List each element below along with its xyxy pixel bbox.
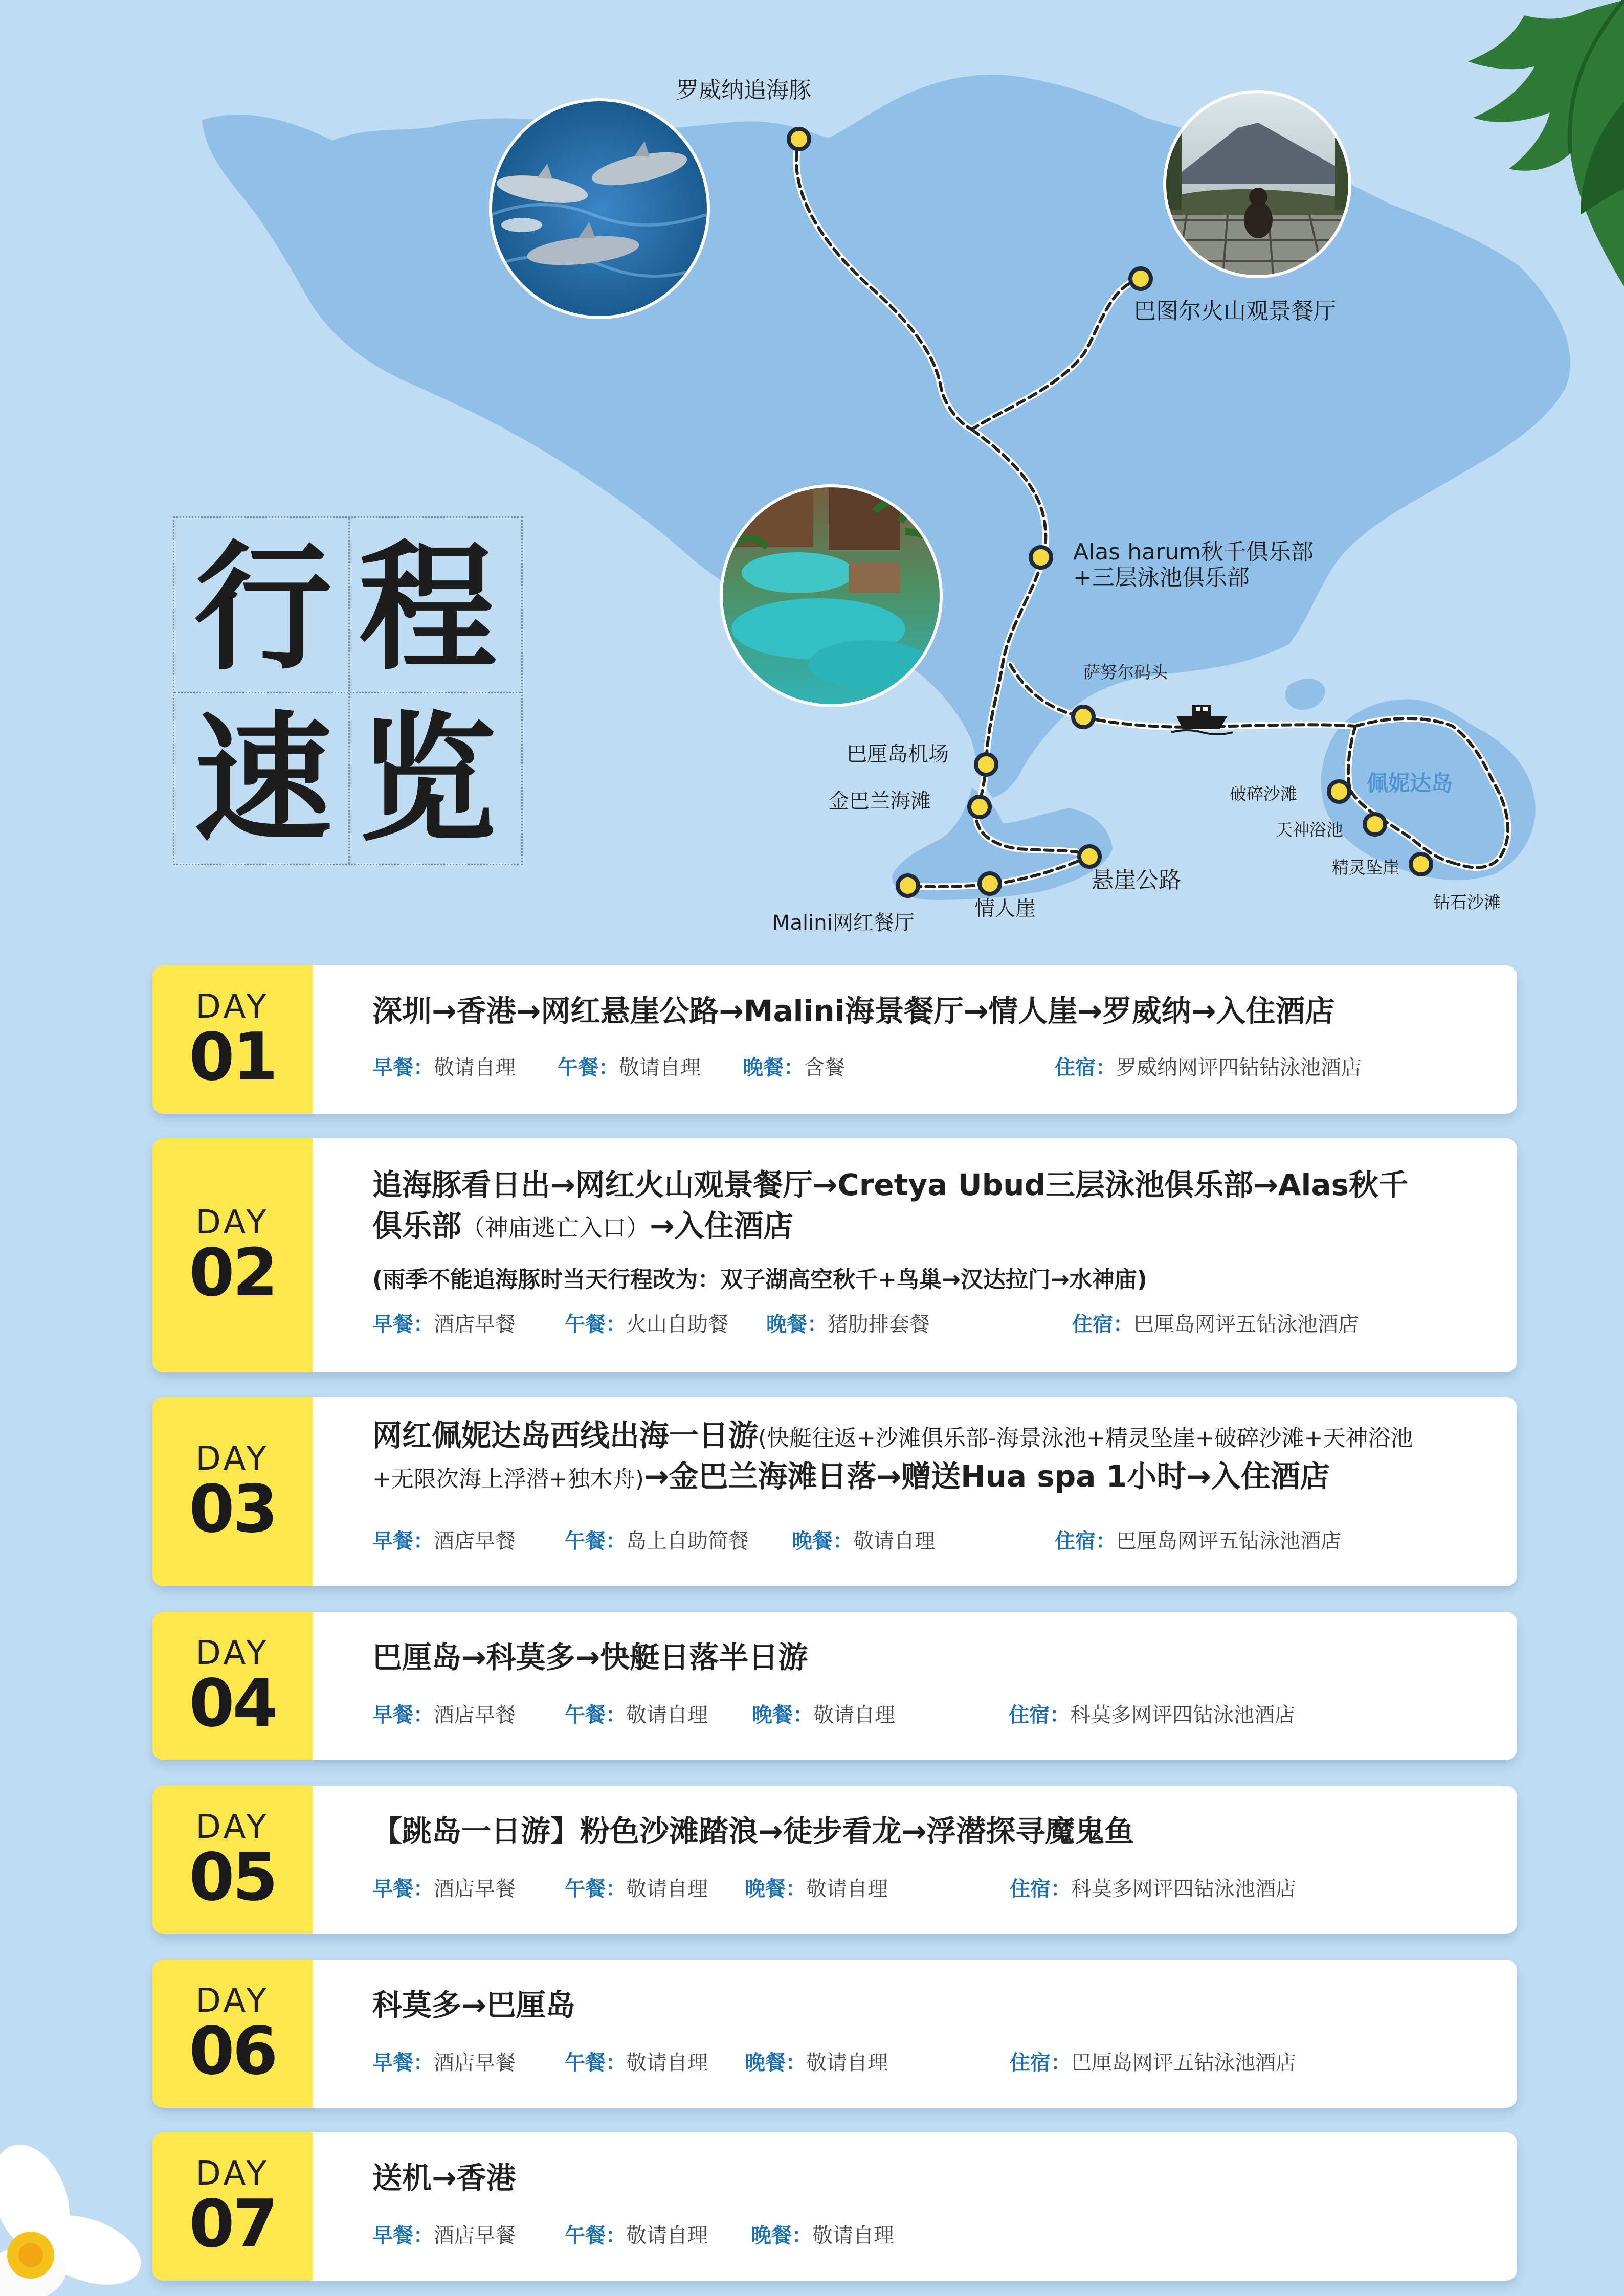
dinner-value: 敬请自理 <box>812 2224 894 2247</box>
palm-leaf-decoration <box>1468 0 1624 286</box>
hotel-label: 住宿 <box>1010 1877 1051 1901</box>
hotel-value: 罗威纳网评四钻钻泳池酒店 <box>1116 1056 1362 1079</box>
label-penida-island: 佩妮达岛 <box>1367 771 1453 796</box>
label-sanur: 萨努尔码头 <box>1083 662 1168 682</box>
breakfast-value: 酒店早餐 <box>434 1313 516 1336</box>
lunch-label: 午餐 <box>565 2224 606 2247</box>
day-route: 【跳岛一日游】粉色沙滩踏浪→徒步看龙→浮潜探寻魔鬼鱼 <box>372 1814 1134 1849</box>
pin-dolphin <box>789 129 809 149</box>
day-card-03: DAY 03 网红佩妮达岛西线出海一日游(快艇往返+沙滩俱乐部-海景泳池+精灵坠崖+破碎沙滩+天神浴池 +无限次海上浮潜+独木舟)→金巴兰海滩日落→赠送Hua spa 1小时→入住酒店 早餐：酒店早餐 午餐：岛上自助简餐 晚餐：敬请自理 住宿：巴厘岛网评五钻泳池酒店 <box>152 1397 1517 1586</box>
hotel-label: 住宿 <box>1009 1703 1050 1727</box>
route-part: →金巴兰海滩日落→赠送Hua spa 1小时→入住酒店 <box>643 1459 1330 1494</box>
dinner-label: 晚餐 <box>766 1313 807 1336</box>
lunch-value: 敬请自理 <box>626 1877 708 1901</box>
lunch-label: 午餐 <box>565 2051 606 2075</box>
label-angel-bath: 天神浴池 <box>1276 820 1343 840</box>
label-kelingking: 精灵坠崖 <box>1332 858 1399 877</box>
hotel-label: 住宿 <box>1055 1529 1096 1553</box>
pin-batur <box>1130 268 1151 289</box>
day-number: 07 <box>189 2186 276 2263</box>
lunch-label: 午餐 <box>558 1056 598 1079</box>
lunch-value: 敬请自理 <box>626 2224 708 2247</box>
hotel-value: 巴厘岛网评五钻泳池酒店 <box>1133 1313 1359 1336</box>
hotel-label: 住宿 <box>1072 1313 1113 1336</box>
day-badge <box>152 1612 313 1760</box>
label-alas-harum-line2: +三层泳池俱乐部 <box>1073 565 1250 591</box>
day-card-04: DAY 04 巴厘岛→科莫多→快艇日落半日游 早餐：酒店早餐 午餐：敬请自理 晚餐：敬请自理 住宿：科莫多网评四钻泳池酒店 <box>152 1612 1517 1760</box>
pin-alas-harum <box>1031 547 1051 568</box>
lunch-value: 敬请自理 <box>626 1703 708 1727</box>
hotel-value: 巴厘岛网评五钻泳池酒店 <box>1071 2051 1296 2075</box>
dinner-label: 晚餐 <box>792 1529 833 1553</box>
label-broken-beach: 破碎沙滩 <box>1230 784 1297 804</box>
day-card-05: DAY 05 【跳岛一日游】粉色沙滩踏浪→徒步看龙→浮潜探寻魔鬼鱼 早餐：酒店早餐 午餐：敬请自理 晚餐：敬请自理 住宿：科莫多网评四钻泳池酒店 <box>152 1786 1517 1934</box>
day-card-02: DAY 02 追海豚看日出→网红火山观景餐厅→Cretya Ubud三层泳池俱乐部→Alas秋千 俱乐部（神庙逃亡入口）→入住酒店 (雨季不能追海豚时当天行程改为：双子湖高空秋千+鸟巢→汉达拉门→水神庙) 早餐：酒店早餐 午餐：火山自助餐 晚餐：猪肋排套餐 住宿：巴厘岛网评五钻泳池酒店 <box>152 1138 1517 1372</box>
label-alas-harum-line1: Alas harum秋千俱乐部 <box>1073 539 1314 565</box>
pin-malini <box>898 875 918 896</box>
dinner-label: 晚餐 <box>743 1056 784 1079</box>
label-cliff-road: 悬崖公路 <box>1091 867 1181 893</box>
label-malini: Malini网红餐厅 <box>772 911 915 935</box>
lunch-label: 午餐 <box>565 1529 606 1553</box>
route-part-detail: +无限次海上浮潜+独木舟) <box>372 1466 644 1492</box>
day-word: DAY <box>195 1808 270 1846</box>
pin-airport <box>976 754 996 775</box>
route-part: 俱乐部 <box>372 1208 462 1243</box>
breakfast-label: 早餐 <box>372 1703 413 1727</box>
day-badge <box>152 1138 313 1372</box>
dinner-value: 含餐 <box>804 1056 845 1079</box>
breakfast-value: 敬请自理 <box>434 1056 516 1079</box>
day-word: DAY <box>195 2154 270 2193</box>
day-route: 巴厘岛→科莫多→快艇日落半日游 <box>372 1640 808 1675</box>
day-number: 03 <box>189 1471 276 1548</box>
pin-cliff-road <box>1079 846 1100 867</box>
pin-broken-beach <box>1329 781 1349 802</box>
day-number: 04 <box>189 1665 276 1742</box>
hotel-label: 住宿 <box>1055 1056 1096 1079</box>
hotel-value: 巴厘岛网评五钻泳池酒店 <box>1116 1529 1341 1553</box>
breakfast-value: 酒店早餐 <box>434 1877 516 1901</box>
lembongan-shape <box>1285 679 1325 710</box>
pin-kelingking <box>1411 854 1431 874</box>
label-batur: 巴图尔火山观景餐厅 <box>1133 298 1336 324</box>
dinner-label: 晚餐 <box>745 1877 786 1901</box>
label-jimbaran: 金巴兰海滩 <box>829 790 931 813</box>
hotel-value: 科莫多网评四钻泳池酒店 <box>1070 1703 1295 1727</box>
day-route: 送机→香港 <box>372 2160 516 2195</box>
day-route-line2 <box>372 1455 1330 1500</box>
title-char-1: 行 <box>194 526 332 689</box>
route-part-note: （神庙逃亡入口） <box>461 1214 650 1242</box>
label-dolphin: 罗威纳追海豚 <box>676 77 811 103</box>
lunch-label: 午餐 <box>565 1877 606 1901</box>
pin-sanur <box>1073 707 1094 727</box>
title-block <box>173 516 523 865</box>
day-number: 02 <box>189 1235 276 1312</box>
dinner-value: 敬请自理 <box>813 1703 895 1727</box>
hotel-label: 住宿 <box>1010 2051 1051 2075</box>
hotel-value: 科莫多网评四钻泳池酒店 <box>1071 1877 1296 1901</box>
breakfast-label: 早餐 <box>372 2224 413 2247</box>
rainy-season-note: (雨季不能追海豚时当天行程改为：双子湖高空秋千+鸟巢→汉达拉门→水神庙) <box>372 1267 1147 1293</box>
day-route: 深圳→香港→网红悬崖公路→Malini海景餐厅→情人崖→罗威纳→入住酒店 <box>372 994 1335 1028</box>
dinner-label: 晚餐 <box>752 1703 793 1727</box>
route-part: 网红佩妮达岛西线出海一日游 <box>372 1418 759 1453</box>
day-route-line1: 追海豚看日出→网红火山观景餐厅→Cretya Ubud三层泳池俱乐部→Alas秋千 <box>372 1167 1409 1202</box>
day-badge <box>152 1960 313 2108</box>
dinner-value: 猪肋排套餐 <box>828 1313 930 1336</box>
day-word: DAY <box>195 1203 270 1242</box>
day-badge <box>152 965 313 1114</box>
lunch-label: 午餐 <box>565 1703 606 1727</box>
day-route-line2 <box>372 1205 793 1249</box>
pin-lovers-cliff <box>980 873 1000 894</box>
dinner-value: 敬请自理 <box>806 2051 888 2075</box>
day-badge <box>152 1786 313 1934</box>
lunch-value: 敬请自理 <box>626 2051 708 2075</box>
day-badge <box>152 2132 313 2281</box>
day-route: 科莫多→巴厘岛 <box>372 1988 575 2022</box>
dinner-label: 晚餐 <box>751 2224 792 2247</box>
breakfast-label: 早餐 <box>372 2051 413 2075</box>
breakfast-label: 早餐 <box>372 1877 413 1901</box>
dinner-value: 敬请自理 <box>853 1529 935 1553</box>
day-word: DAY <box>195 1439 270 1478</box>
day-card-01: DAY 01 深圳→香港→网红悬崖公路→Malini海景餐厅→情人崖→罗威纳→入住酒店 早餐：敬请自理 午餐：敬请自理 晚餐：含餐 住宿：罗威纳网评四钻钻泳池酒店 <box>152 965 1517 1114</box>
day-card-06: DAY 06 科莫多→巴厘岛 早餐：酒店早餐 午餐：敬请自理 晚餐：敬请自理 住宿：巴厘岛网评五钻泳池酒店 <box>152 1960 1517 2108</box>
day-word: DAY <box>195 1634 270 1672</box>
breakfast-value: 酒店早餐 <box>434 2051 516 2075</box>
title-char-4: 览 <box>359 697 497 860</box>
lunch-value: 岛上自助简餐 <box>626 1529 749 1553</box>
label-lovers-cliff: 情人崖 <box>974 897 1036 920</box>
day-word: DAY <box>195 987 270 1026</box>
route-part-detail: (快艇往返+沙滩俱乐部-海景泳池+精灵坠崖+破碎沙滩+天神浴池 <box>758 1425 1413 1451</box>
day-number: 05 <box>189 1839 276 1916</box>
breakfast-value: 酒店早餐 <box>434 2224 516 2247</box>
lunch-value: 火山自助餐 <box>626 1313 728 1336</box>
title-char-3: 速 <box>194 697 332 860</box>
label-diamond-beach: 钻石沙滩 <box>1433 892 1501 912</box>
pin-angel-bath <box>1365 814 1385 835</box>
breakfast-label: 早餐 <box>372 1056 413 1079</box>
day-number: 01 <box>189 1019 276 1096</box>
day-card-07: DAY 07 送机→香港 早餐：酒店早餐 午餐：敬请自理 晚餐：敬请自理 <box>152 2132 1517 2281</box>
day-word: DAY <box>195 1982 270 2020</box>
label-airport: 巴厘岛机场 <box>847 742 949 766</box>
pin-jimbaran <box>969 797 990 817</box>
route-part: →入住酒店 <box>650 1208 793 1243</box>
dinner-value: 敬请自理 <box>806 1877 888 1901</box>
day-route-line1 <box>372 1414 1413 1459</box>
lunch-label: 午餐 <box>565 1313 606 1336</box>
lunch-value: 敬请自理 <box>619 1056 701 1079</box>
title-char-2: 程 <box>359 526 497 689</box>
breakfast-value: 酒店早餐 <box>434 1529 516 1553</box>
day-number: 06 <box>189 2013 276 2090</box>
breakfast-value: 酒店早餐 <box>434 1703 516 1727</box>
dinner-label: 晚餐 <box>745 2051 786 2075</box>
day-badge <box>152 1397 313 1586</box>
breakfast-label: 早餐 <box>372 1529 413 1553</box>
frangipani-flower-decoration <box>0 2122 153 2296</box>
breakfast-label: 早餐 <box>372 1313 413 1336</box>
